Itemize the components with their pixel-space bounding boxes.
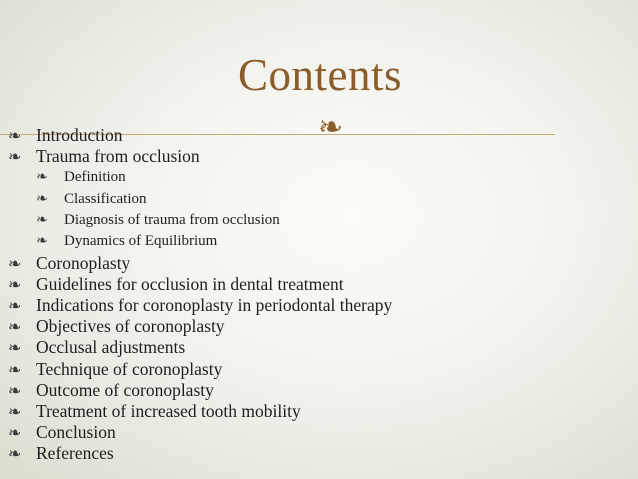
- contents-list: [8, 125, 392, 465]
- list-item-label: Introduction: [36, 125, 123, 145]
- list-subitem: [8, 167, 392, 188]
- list-item-label: Objectives of coronoplasty: [36, 316, 225, 337]
- list-item-label: References: [36, 443, 114, 464]
- list-subitem-label: Diagnosis of trauma from occlusion: [64, 212, 280, 228]
- list-item: [8, 125, 392, 146]
- bullet-icon: ❧: [8, 444, 22, 464]
- ornament-icon: ❧: [318, 110, 344, 145]
- list-item-label: Technique of coronoplasty: [36, 358, 223, 379]
- bullet-icon: ❧: [8, 296, 22, 315]
- list-item: [8, 443, 392, 464]
- list-item-label: Indications for coronoplasty in periodontal therapy: [36, 295, 393, 315]
- list-item-label: Trauma from occlusion: [36, 146, 200, 167]
- list-subitem-label: Dynamics of Equilibrium: [64, 233, 218, 250]
- list-item-label: Outcome of coronoplasty: [36, 379, 214, 400]
- list-subitem: [8, 189, 392, 210]
- bullet-icon: ❧: [8, 317, 22, 337]
- bullet-icon: ❧: [8, 338, 22, 358]
- list-item-label: Guidelines for occlusion in dental treatment: [36, 273, 344, 294]
- bullet-icon: ❧: [8, 359, 22, 379]
- bullet-icon: ❧: [8, 402, 22, 422]
- list-subitem-label: Classification: [64, 190, 147, 207]
- list-item-label: Occlusal adjustments: [36, 337, 186, 358]
- list-item: [8, 146, 392, 167]
- list-subitem-label: Definition: [64, 169, 126, 186]
- list-subitem: [8, 210, 392, 231]
- list-item: [8, 337, 392, 358]
- bullet-icon: ❧: [8, 147, 22, 167]
- bullet-icon: ❧: [36, 233, 48, 250]
- list-item-label: Treatment of increased tooth mobility: [36, 401, 301, 422]
- list-item: [8, 316, 392, 337]
- bullet-icon: ❧: [36, 212, 48, 228]
- slide-title: Contents: [237, 50, 402, 100]
- list-item: [8, 253, 392, 274]
- bullet-icon: ❧: [8, 274, 22, 294]
- bullet-icon: ❧: [36, 190, 48, 207]
- bullet-icon: ❧: [8, 423, 22, 443]
- bullet-icon: ❧: [8, 126, 22, 145]
- list-subitem: [8, 231, 392, 252]
- list-item: [8, 401, 392, 422]
- list-item: [8, 274, 392, 295]
- list-item: [8, 380, 392, 401]
- list-item-label: Conclusion: [36, 422, 116, 443]
- list-item-label: Coronoplasty: [36, 252, 131, 273]
- bullet-icon: ❧: [36, 169, 48, 186]
- list-item: [8, 295, 392, 316]
- list-item: [8, 422, 392, 443]
- list-item: [8, 359, 392, 380]
- bullet-icon: ❧: [8, 380, 22, 400]
- bullet-icon: ❧: [8, 253, 22, 273]
